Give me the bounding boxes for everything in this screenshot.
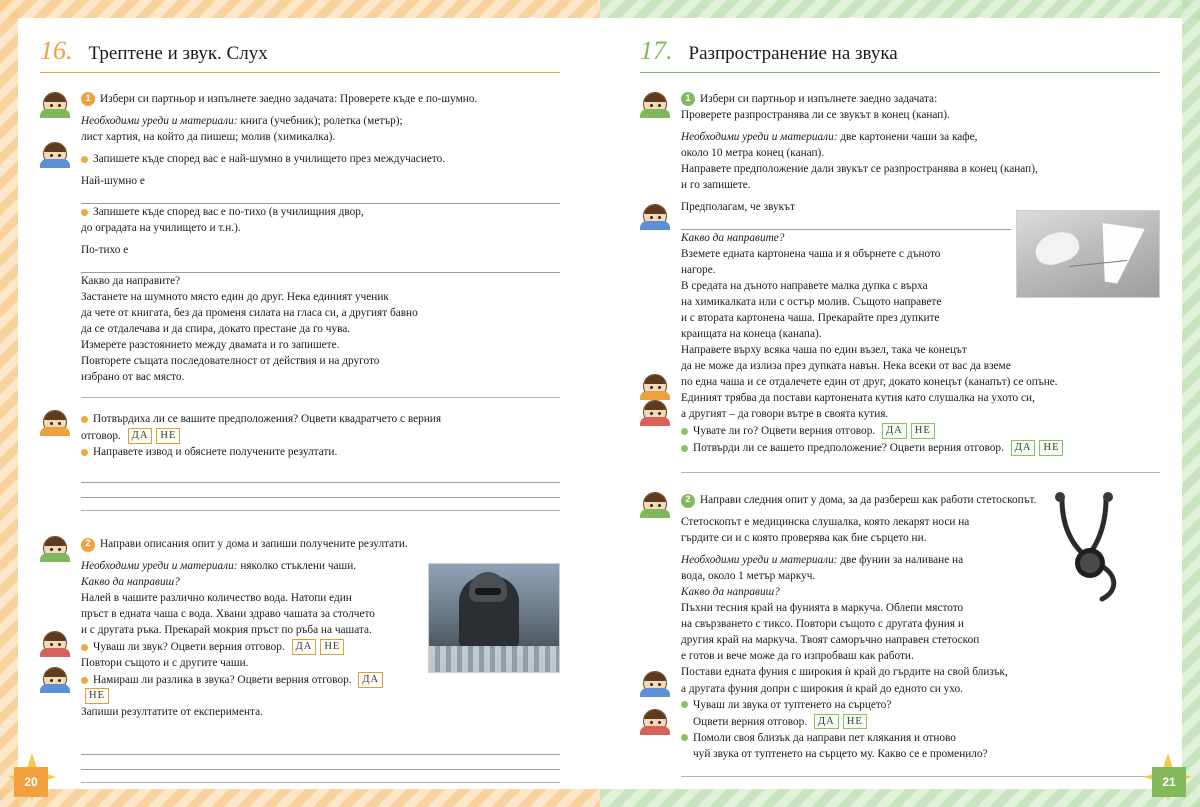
right-task1-assume-label: Предполагам, че звукът bbox=[681, 201, 795, 214]
no-box[interactable]: НЕ bbox=[911, 423, 935, 439]
left-task1-fill1-label: Най-шумно е bbox=[81, 175, 145, 188]
yes-box[interactable]: ДА bbox=[292, 639, 317, 655]
left-body bbox=[18, 73, 582, 783]
bullet-icon bbox=[81, 449, 88, 456]
left-task2-step-2: и с другата ръка. Прекарай мокрия пръст по ръба на чашата. bbox=[81, 624, 372, 637]
materials-text: две картонени чаши за кафе, bbox=[840, 131, 978, 144]
left-task1-flow bbox=[81, 92, 560, 398]
right-top-border bbox=[600, 0, 1200, 18]
left-task1-b3-cont-line bbox=[81, 428, 560, 444]
left-task1-b4: Направете извод и обяснете получените резултати. bbox=[93, 446, 338, 459]
right-task1-step-7: да не може да излиза през дупката навън. Нека всеки от вас да вземе bbox=[681, 360, 1011, 373]
left-task2-b1-line bbox=[81, 639, 411, 655]
right-task1-step-0: Вземете едната картонена чаша и я обърнете с дъното bbox=[681, 248, 941, 261]
left-task1-step-4: Повторете същата последователност от действия и на другото bbox=[81, 355, 380, 368]
no-box[interactable]: НЕ bbox=[85, 688, 109, 704]
yes-box[interactable]: ДА bbox=[358, 672, 383, 688]
left-task1-step-3: Измерете разстоянието между двамата и го запишете. bbox=[81, 339, 340, 352]
right-task1-step-3: на химикалката или с остър молив. Същото направете bbox=[681, 296, 942, 309]
right-task1-step-4: и с втората картонена чаша. Прекарайте през дупките bbox=[681, 312, 940, 325]
materials-text: книга (учебник); ролетка (метър); bbox=[240, 115, 403, 128]
photo-cup-string bbox=[1016, 210, 1160, 298]
left-task2-flow bbox=[81, 537, 560, 783]
materials-text-2: около 10 метра конец (канап). bbox=[681, 147, 825, 160]
right-task2-desc2: гърдите си и с която проверява как бие сърцето ни. bbox=[681, 532, 927, 545]
yes-box[interactable]: ДА bbox=[814, 714, 839, 730]
right-task2-b2: Помоли своя близък да направи пет клякания и отново bbox=[693, 731, 956, 744]
right-chapter-header bbox=[618, 18, 1182, 66]
right-task1-step-5: краищата на конеца (канапа). bbox=[681, 328, 822, 341]
left-task1-b3: Потвърдиха ли се вашите предположения? Оцвети квадратчето с верния bbox=[93, 413, 442, 426]
right-task2-step-5: а другата фуния допри с широкия ѝ край до едното си ухо. bbox=[681, 682, 963, 695]
right-chapter-title: Разпространение на звука bbox=[688, 43, 898, 64]
left-task1-gutter bbox=[40, 92, 74, 398]
right-page bbox=[600, 0, 1200, 807]
avatar-girl-orange bbox=[40, 408, 70, 436]
divider bbox=[81, 510, 560, 511]
page-number-right: 21 bbox=[1152, 767, 1186, 797]
answer-line-3[interactable] bbox=[81, 470, 560, 483]
materials-label: Необходими уреди и материали: bbox=[681, 554, 838, 567]
materials-text-2: лист хартия, на който да пишеш; молив (химикалка). bbox=[81, 131, 336, 144]
materials-label: Необходими уреди и материали: bbox=[81, 560, 238, 573]
bullet-icon bbox=[81, 209, 88, 216]
right-task1-assume1: Направете предположение дали звукът се разпространява в конец (канап), bbox=[681, 163, 1038, 176]
right-task2-step-1: на свързването с тиксо. Повтори същото с другата фуния и bbox=[681, 618, 964, 631]
left-task2-intro: Направи описания опит у дома и запиши получените резултати. bbox=[100, 538, 408, 551]
right-task1-step-1: нагоре. bbox=[681, 264, 716, 277]
avatar-girl-red bbox=[640, 398, 670, 426]
left-chapter-number: 16. bbox=[40, 36, 73, 65]
left-task1-step-0: Застанете на шумното място един до друг. Нека единият ученик bbox=[81, 291, 389, 304]
left-task1-step-5: избрано от вас място. bbox=[81, 371, 185, 384]
left-task1-b3-line bbox=[81, 412, 560, 427]
materials-label: Необходими уреди и материали: bbox=[81, 115, 238, 128]
right-task2-step-3: е готов и вече може да го изпробваш как работи. bbox=[681, 650, 914, 663]
left-task1-b1-line bbox=[81, 152, 560, 167]
right-task1-b1: Чувате ли го? Оцвети верния отговор. bbox=[693, 425, 876, 438]
right-side-border bbox=[1182, 0, 1200, 807]
left-top-border bbox=[0, 0, 600, 18]
no-box[interactable]: НЕ bbox=[156, 428, 180, 444]
bullet-icon bbox=[681, 734, 688, 741]
bullet-icon bbox=[81, 644, 88, 651]
left-task1-fill2-label: По-тихо е bbox=[81, 244, 129, 257]
no-box[interactable]: НЕ bbox=[843, 714, 867, 730]
right-task1-what-label: Какво да направите? bbox=[681, 232, 785, 245]
left-chapter-header bbox=[18, 18, 582, 66]
left-bottom-border bbox=[0, 789, 600, 807]
right-task2-b2-line bbox=[681, 731, 1160, 746]
right-task1-step-8: по една чаша и се отдалечете един от друг, докато конецът (канапът) се опъне. bbox=[681, 376, 1058, 389]
divider bbox=[81, 782, 560, 783]
right-task2-what-label: Какво да направиш? bbox=[681, 586, 780, 599]
right-task-1 bbox=[640, 92, 1160, 473]
left-task1-b4-line bbox=[81, 445, 560, 460]
right-task2-b1: Чуваш ли звука от туптенето на сърцето? bbox=[693, 698, 892, 711]
left-task1-b1: Запишете къде според вас е най-шумно в училището през междучасието. bbox=[93, 153, 446, 166]
answer-line-6[interactable] bbox=[81, 757, 560, 770]
answer-line-assumption[interactable] bbox=[681, 217, 1011, 230]
right-task1-assume2: и го запишете. bbox=[681, 179, 751, 192]
right-task1-step-2: В средата на дъното направете малка дупка с върха bbox=[681, 280, 928, 293]
right-task1-flow bbox=[681, 92, 1160, 473]
left-task1-conclusion bbox=[40, 412, 560, 511]
right-task1-b2-line bbox=[681, 440, 1160, 456]
left-task1-materials-line bbox=[81, 114, 560, 129]
left-task2-b2-cont: Запиши резултатите от експеримента. bbox=[81, 706, 263, 719]
avatar-boy-blue bbox=[640, 202, 670, 230]
left-task-2 bbox=[40, 537, 560, 783]
right-task2-step-2: другия край на маркуча. Твоят саморъчно направен стетоскоп bbox=[681, 634, 980, 647]
avatar-boy-blue bbox=[640, 669, 670, 697]
left-task1-b2-line bbox=[81, 205, 560, 220]
avatar-boy-blue bbox=[40, 140, 70, 168]
right-task2-materials-line bbox=[681, 553, 1021, 568]
right-bottom-border bbox=[600, 789, 1200, 807]
avatar-girl-orange bbox=[640, 372, 670, 400]
right-task2-flow bbox=[681, 493, 1160, 776]
right-task1-step-6: Направете върху всяка чаша по един възел, така че конецът bbox=[681, 344, 967, 357]
left-chapter-title: Трептене и звук. Слух bbox=[88, 43, 268, 64]
right-task1-b2: Потвърди ли се вашето предположение? Оцвети верния отговор. bbox=[693, 442, 1004, 455]
materials-text: две фунии за наливане на bbox=[840, 554, 964, 567]
avatar-girl-red bbox=[640, 707, 670, 735]
no-box[interactable]: НЕ bbox=[320, 639, 344, 655]
left-task2-b1: Чуваш ли звук? Оцвети верния отговор. bbox=[93, 641, 285, 654]
left-task2-b2-line bbox=[81, 672, 411, 704]
answer-line-5[interactable] bbox=[81, 742, 560, 755]
answer-line-1[interactable] bbox=[81, 191, 560, 204]
photo-glasses-street bbox=[428, 563, 560, 673]
right-task1-materials-line bbox=[681, 130, 1160, 145]
bullet-icon bbox=[681, 428, 688, 435]
bullet-icon bbox=[681, 445, 688, 452]
right-task2-desc1: Стетоскопът е медицинска слушалка, която лекарят носи на bbox=[681, 516, 970, 529]
left-task1-what-label: Какво да направите? bbox=[81, 275, 181, 288]
yes-box[interactable]: ДА bbox=[882, 423, 907, 439]
avatar-boy-green bbox=[640, 90, 670, 118]
left-task2-gutter bbox=[40, 537, 74, 783]
left-content bbox=[18, 18, 582, 789]
right-task2-gutter bbox=[640, 493, 674, 776]
avatar-girl-red bbox=[40, 629, 70, 657]
right-task1-b1-line bbox=[681, 423, 1160, 439]
page-number-left: 20 bbox=[14, 767, 48, 797]
left-task1-b3-cont: отговор. bbox=[81, 430, 121, 443]
right-task2-step-0: Пъхни тесния край на фунията в маркуча. Облепи мястото bbox=[681, 602, 964, 615]
left-task2-what-label: Какво да направиш? bbox=[81, 576, 180, 589]
divider bbox=[681, 472, 1160, 473]
yes-box[interactable]: ДА bbox=[1011, 440, 1036, 456]
left-conc-flow bbox=[81, 412, 560, 511]
task-number-badge: 2 bbox=[681, 494, 695, 508]
materials-text: няколко стъклени чаши. bbox=[240, 560, 357, 573]
left-side-border bbox=[0, 0, 18, 807]
right-task2-intro: Направи следния опит у дома, за да разбереш как работи стетоскопът. bbox=[700, 494, 1037, 507]
avatar-boy-green bbox=[40, 90, 70, 118]
left-task2-b1-cont: Повтори същото и с другите чаши. bbox=[81, 657, 249, 670]
task-number-badge: 1 bbox=[681, 92, 695, 106]
right-task2-b1-cont-line bbox=[681, 714, 1160, 730]
right-task1-steps-top bbox=[681, 231, 1011, 342]
divider bbox=[81, 397, 560, 398]
avatar-boy-green bbox=[40, 534, 70, 562]
right-content bbox=[618, 18, 1182, 789]
avatar-boy-green bbox=[640, 490, 670, 518]
right-task-2 bbox=[640, 493, 1160, 776]
task-number-badge: 1 bbox=[81, 92, 95, 106]
left-task1-intro: Избери си партньор и изпълнете заедно задачата: Проверете къде е по-шумно. bbox=[100, 93, 478, 105]
left-task2-step-1: пръст в едната чаша с вода. Хвани здраво чашата за столчето bbox=[81, 608, 375, 621]
avatar-boy-blue bbox=[40, 665, 70, 693]
materials-text-2: вода, около 1 метър маркуч. bbox=[681, 570, 816, 583]
left-task2-materials-line bbox=[81, 559, 411, 574]
left-task-1 bbox=[40, 92, 560, 398]
right-task1-intro-line bbox=[681, 92, 1160, 107]
answer-line-2[interactable] bbox=[81, 260, 560, 273]
right-task2-text bbox=[681, 515, 1021, 664]
bullet-icon bbox=[81, 677, 88, 684]
right-task2-step-4: Постави едната фуния с широкия ѝ край до гърдите на свой близък, bbox=[681, 666, 1008, 679]
right-task1-step-10: а другият – да говори вътре в своята кутия. bbox=[681, 408, 889, 421]
left-task1-b2: Запишете къде според вас е по-тихо (в училищния двор, bbox=[93, 206, 364, 219]
materials-label: Необходими уреди и материали: bbox=[681, 131, 838, 144]
bullet-icon bbox=[81, 416, 88, 423]
left-task1-step-1: да чете от книгата, без да променя силата на гласа си, а другият бавно bbox=[81, 307, 418, 320]
left-task2-b2: Намираш ли разлика в звука? Оцвети верния отговор. bbox=[93, 674, 352, 687]
bullet-icon bbox=[81, 156, 88, 163]
no-box[interactable]: НЕ bbox=[1039, 440, 1063, 456]
right-task1-intro: Избери си партньор и изпълнете заедно задачата: bbox=[700, 93, 938, 105]
right-body bbox=[618, 73, 1182, 777]
left-task1-intro-line bbox=[81, 92, 560, 107]
right-chapter-number: 17. bbox=[640, 36, 673, 65]
left-task1-b2-cont: до оградата на училището и т.н.). bbox=[81, 222, 241, 235]
right-task2-b2-cont: чуй звука от туптенето на сърцето му. Какво се е променило? bbox=[693, 747, 988, 760]
right-task2-b1-line bbox=[681, 698, 1160, 713]
yes-box[interactable]: ДА bbox=[128, 428, 153, 444]
right-task1-gutter bbox=[640, 92, 674, 473]
left-task2-text bbox=[81, 559, 411, 720]
right-task1-step-9: Единият трябва да постави картонената кутия като слушалка на ухото си, bbox=[681, 392, 1035, 405]
left-task2-intro-line bbox=[81, 537, 560, 552]
right-task1-intro2: Проверете разпространява ли се звукът в конец (канап). bbox=[681, 109, 950, 122]
task-number-badge: 2 bbox=[81, 538, 95, 552]
left-conc-gutter bbox=[40, 412, 74, 511]
left-task2-step-0: Налей в чашите различно количество вода. Натопи един bbox=[81, 592, 352, 605]
answer-line-4[interactable] bbox=[81, 485, 560, 498]
left-task1-step-2: да се отдалечава и да спира, докато престане да го чува. bbox=[81, 323, 351, 336]
stethoscope-illustration bbox=[1044, 487, 1164, 617]
divider bbox=[681, 776, 1160, 777]
right-task2-b1-cont: Оцвети верния отговор. bbox=[693, 715, 808, 728]
bullet-icon bbox=[681, 701, 688, 708]
